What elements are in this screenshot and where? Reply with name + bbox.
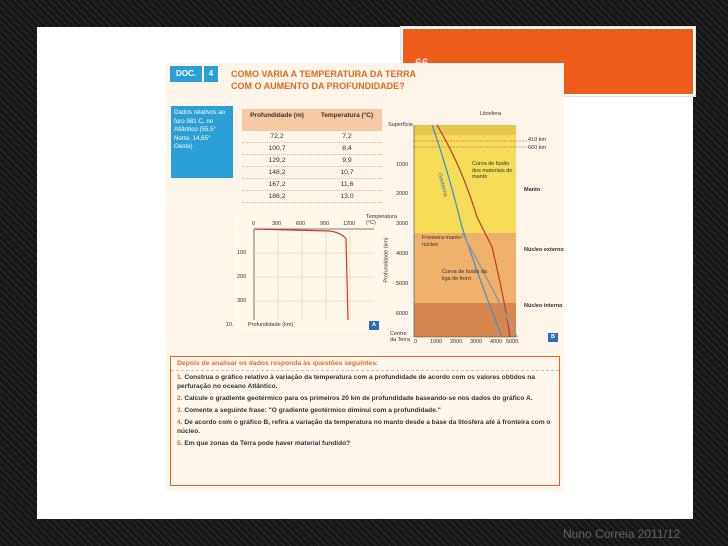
question-item xyxy=(171,404,559,416)
label-curva-ferro: Curva de fusão da liga de ferro xyxy=(442,269,487,282)
chart-a-curve xyxy=(254,229,348,320)
question-number: 4. xyxy=(177,419,183,426)
info-box: Dados relativos ao furo 981 C, no Atlântico (55,5° Norte, 14,65° Oeste) xyxy=(171,106,233,178)
tick: 900 xyxy=(320,221,330,227)
tick: 600 xyxy=(296,221,306,227)
questions-box xyxy=(170,356,560,486)
cell: 11,6 xyxy=(340,181,354,188)
table-row xyxy=(242,155,382,167)
title-line-2: COM O AUMENTO DA PROFUNDIDADE? xyxy=(231,81,405,91)
inner-core-band xyxy=(414,303,516,337)
cell: 167,2 xyxy=(268,181,286,188)
question-text: Em que zonas da Terra pode haver material fundido? xyxy=(184,440,351,447)
tick: 4000 xyxy=(490,339,503,345)
doc-tag: DOC. xyxy=(170,66,202,82)
col-temp: Temperatura (°C) xyxy=(320,112,374,119)
question-item xyxy=(171,392,559,404)
table-row xyxy=(242,191,382,203)
tick: 0 xyxy=(252,221,256,227)
chart-b xyxy=(383,107,564,347)
axis-label: Profundidade (km) xyxy=(383,237,390,283)
tick: 6000 xyxy=(396,311,409,317)
tick: 1000 xyxy=(396,162,409,168)
chart-a xyxy=(226,214,404,333)
chart-b-plot xyxy=(392,107,564,347)
question-number: 1. xyxy=(177,374,183,381)
label-nucleo-externo: Núcleo externo xyxy=(524,247,564,253)
label-superficie: Superfície xyxy=(388,122,413,128)
doc-number: 4 xyxy=(204,66,218,82)
tick: 10. xyxy=(226,322,234,328)
axis-label: Temperatura (°C) xyxy=(366,214,397,226)
tick: 5000 xyxy=(506,339,519,345)
cell: 13,0 xyxy=(340,193,354,200)
footer-author: Nuno Correia 2011/12 xyxy=(563,527,681,541)
table-row xyxy=(242,143,382,155)
questions-heading: Depois de analisar os dados responda às questões seguintes: xyxy=(171,357,559,371)
lithosphere-band xyxy=(414,125,516,135)
question-number: 5. xyxy=(177,440,183,447)
table-row xyxy=(242,131,382,143)
question-text: Comente a seguinte frase: "O gradiente geotérmico diminui com a profundidade." xyxy=(184,407,441,414)
question-number: 2. xyxy=(177,395,183,402)
tick: 3000 xyxy=(470,339,483,345)
chart-a-grid xyxy=(254,229,374,320)
badge-a: A xyxy=(372,322,376,328)
title-line-1: COMO VARIA A TEMPERATURA DA TERRA xyxy=(231,69,416,79)
question-item xyxy=(171,371,559,392)
cell: 9,9 xyxy=(342,157,352,164)
tick: 5000 xyxy=(396,281,409,287)
label-curva-manto: Curva de fusão dos materiais do manto xyxy=(472,161,513,180)
tick: 1200 xyxy=(343,221,356,227)
question-number: 3. xyxy=(177,407,183,414)
question-text: Calcule o gradiente geotérmico para os primeiros 20 km de profundidade baseando-se nos dados do gráfico A. xyxy=(184,395,533,402)
label-centro: Centro da Terra xyxy=(390,331,411,343)
col-depth: Profundidade (m) xyxy=(250,112,304,119)
label-410km: 410 km xyxy=(528,137,547,143)
label-manto: Manto xyxy=(524,187,541,193)
question-item xyxy=(171,437,559,449)
data-table xyxy=(242,109,382,203)
tick: 2000 xyxy=(396,191,409,197)
cell: 186,2 xyxy=(268,193,286,200)
label-geoterma: Geoterma xyxy=(436,172,449,198)
cell: 8,4 xyxy=(342,145,352,152)
question-text: Construa o gráfico relativo à variação da temperatura com a profundidade de acordo com os valores obtidos na perfuração no oceano Atlântico. xyxy=(177,374,536,390)
badge-b: B xyxy=(551,334,555,340)
label-nucleo-interno: Núcleo interno xyxy=(524,303,563,309)
cell: 100,7 xyxy=(268,145,286,152)
tick: 300 xyxy=(237,298,247,304)
doc-title xyxy=(231,68,511,92)
cell: 148,2 xyxy=(268,169,286,176)
tick: 3000 xyxy=(396,221,409,227)
table-row xyxy=(242,167,382,179)
table-row xyxy=(242,179,382,191)
tick: 300 xyxy=(272,221,282,227)
tick: 4000 xyxy=(396,251,409,257)
question-text: De acordo com o gráfico B, refira a variação da temperatura no manto desde a base da litosfera até à fronteira com o núcleo. xyxy=(177,419,551,435)
scanned-document xyxy=(166,63,564,491)
cell: 10,7 xyxy=(340,169,354,176)
tick: 1000 xyxy=(430,339,443,345)
tick: 2000 xyxy=(450,339,463,345)
label-fronteira: Fronteira manto-núcleo xyxy=(422,235,463,248)
axis-label: Profundidade (km) xyxy=(248,322,294,328)
question-item xyxy=(171,416,559,437)
label-660km: 660 km xyxy=(528,145,547,151)
cell: 7,2 xyxy=(342,133,352,140)
label-litosfera: Litosfera xyxy=(480,111,502,117)
tick: 200 xyxy=(237,274,247,280)
cell: 129,2 xyxy=(268,157,286,164)
table-header xyxy=(242,109,382,131)
cell: 72,2 xyxy=(270,133,284,140)
chart-a-plot xyxy=(234,215,404,333)
tick: 0 xyxy=(414,339,418,345)
tick: 100 xyxy=(237,250,247,256)
